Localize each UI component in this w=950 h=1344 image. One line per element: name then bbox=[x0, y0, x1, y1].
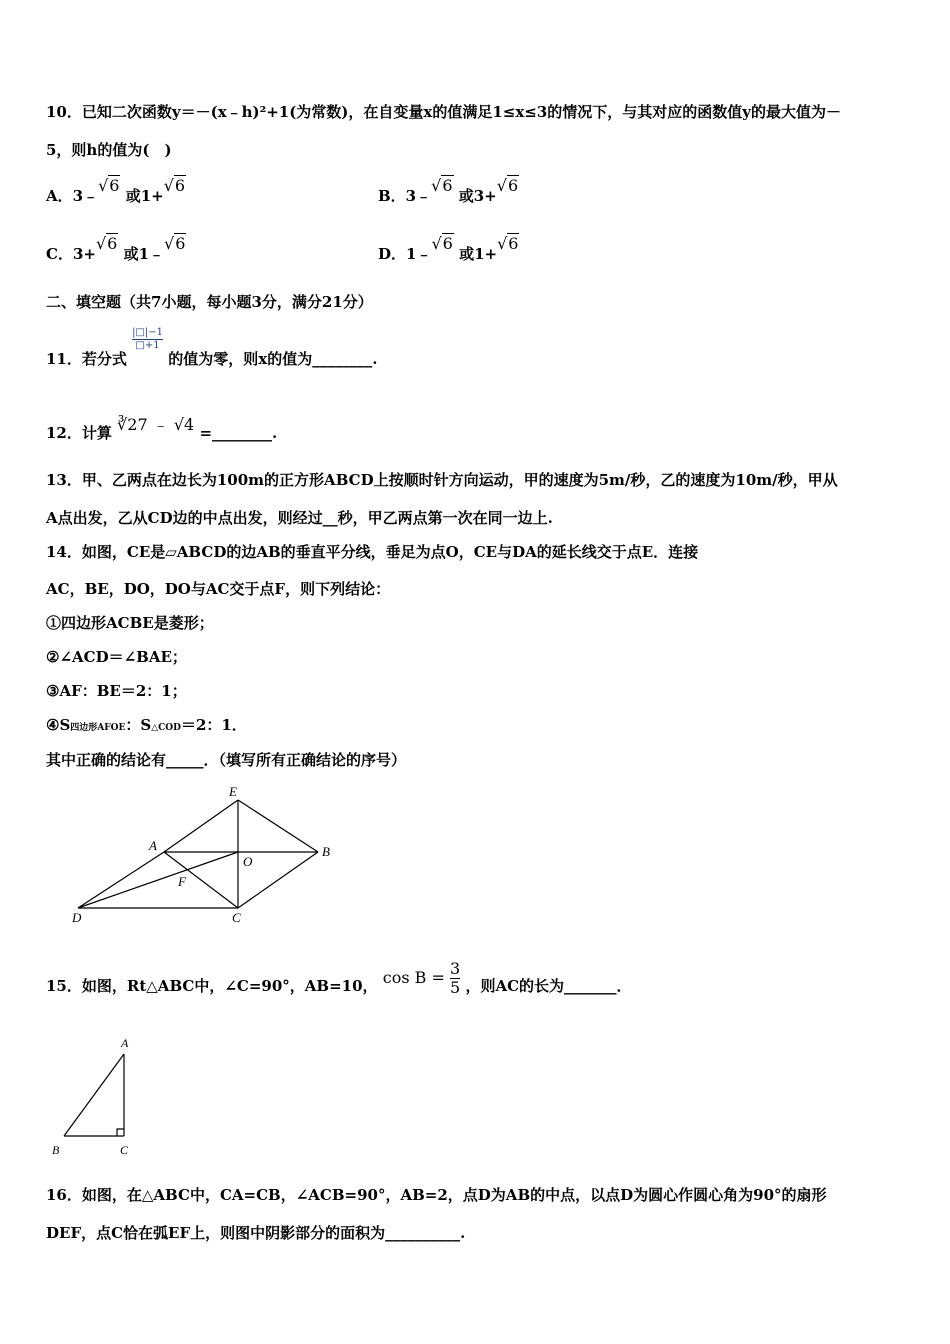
label-F: F bbox=[178, 874, 186, 889]
q14-conclusion-2: ②∠ACD＝∠BAE； bbox=[46, 648, 187, 666]
label-B: B bbox=[52, 1143, 60, 1157]
label-A: A bbox=[149, 838, 157, 853]
q14-ask: 其中正确的结论有_____．（填写所有正确结论的序号） bbox=[46, 751, 407, 769]
q14-line1: 14．如图，CE是▱ABCD的边AB的垂直平分线，垂足为点O，CE与DA的延长线交于点E．连接 bbox=[46, 543, 699, 561]
label-C: C bbox=[232, 910, 241, 925]
q12: 12．计算 ∛27 ﹣ √4 =________. bbox=[46, 415, 278, 442]
q14-figure bbox=[60, 780, 360, 930]
edge-EB bbox=[238, 800, 318, 852]
q11-fraction: $\frac{|□|-1}{□+1}$ bbox=[132, 327, 164, 351]
q15-figure bbox=[44, 1032, 154, 1162]
q10-option-d: D．1﹣√6 或1+√6 bbox=[378, 234, 519, 263]
label-C: C bbox=[120, 1143, 129, 1157]
q14-conclusion-3: ③AF：BE＝2：1； bbox=[46, 682, 187, 700]
label-A: A bbox=[121, 1036, 129, 1050]
q14-conclusion-1: ①四边形ACBE是菱形； bbox=[46, 614, 214, 632]
edge-DO bbox=[78, 852, 238, 908]
q10-stem-line2: 5，则h的值为( ) bbox=[46, 141, 172, 159]
q14-line2: AC，BE，DO，DO与AC交于点F，则下列结论： bbox=[46, 580, 391, 598]
q14-conclusion-4: ④S四边形AFOE：S△COD＝2：1． bbox=[46, 716, 247, 734]
section-2-heading: 二、填空题（共7小题，每小题3分，满分21分） bbox=[46, 293, 373, 311]
label-B: B bbox=[322, 844, 330, 859]
q13-line2: A点出发，乙从CD边的中点出发，则经过__秒，甲乙两点第一次在同一边上. bbox=[46, 509, 553, 527]
q16-line2: DEF，点C恰在弧EF上，则图中阴影部分的面积为__________. bbox=[46, 1224, 466, 1242]
q10-option-b: B．3﹣√6 或3+√6 bbox=[378, 176, 519, 205]
q10-option-c: C．3+√6 或1﹣√6 bbox=[46, 234, 186, 263]
edge-DA bbox=[78, 852, 164, 908]
right-angle-mark bbox=[117, 1129, 124, 1136]
q16-line1: 16．如图，在△ABC中，CA=CB，∠ACB=90°，AB=2，点D为AB的中点，以点D为圆心作圆心角为90°的扇形 bbox=[46, 1186, 827, 1204]
q11: 11．若分式 $\frac{|□|-1}{□+1}$ 的值为零，则x的值为________. bbox=[46, 327, 378, 368]
edge-AC bbox=[164, 852, 238, 908]
label-O: O bbox=[243, 854, 253, 869]
q15-cos-expr: cos B = $\frac{3}{5}$ bbox=[382, 959, 461, 997]
label-D: D bbox=[72, 910, 82, 925]
edge-AE bbox=[164, 800, 238, 852]
label-E: E bbox=[229, 784, 237, 799]
q10-option-a: A．3﹣√6 或1+√6 bbox=[46, 176, 186, 205]
edge-AB bbox=[64, 1054, 124, 1136]
q15: 15．如图，Rt△ABC中，∠C=90°，AB=10， cos B = $\frac{3}{5}$ ，则AC的长为_______． bbox=[46, 959, 632, 997]
q13-line1: 13．甲、乙两点在边长为100m的正方形ABCD上按顺时针方向运动，甲的速度为5m/秒，乙的速度为10m/秒，甲从 bbox=[46, 471, 838, 489]
q10-stem-line1: 10．已知二次函数y＝－(x﹣h)²+1(为常数)，在自变量x的值满足1≤x≤3的情况下，与其对应的函数值y的最大值为－ bbox=[46, 103, 842, 121]
